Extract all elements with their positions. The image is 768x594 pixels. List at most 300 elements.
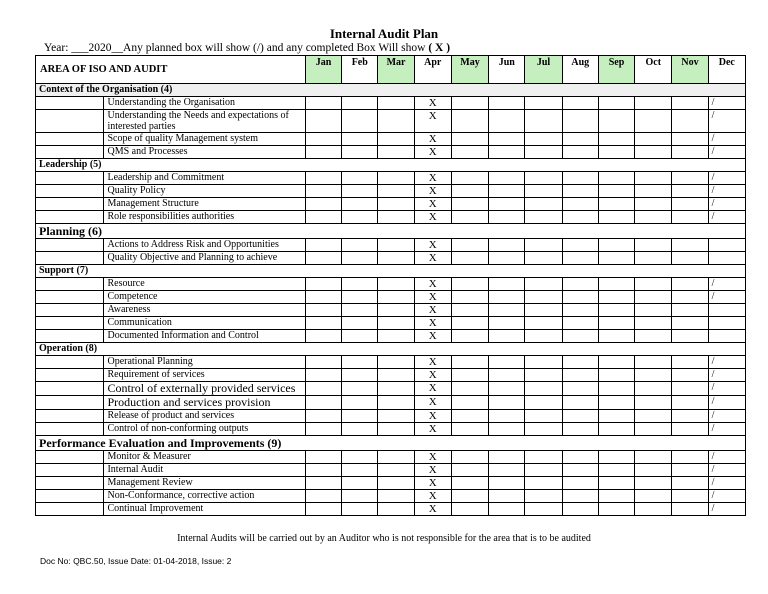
month-cell-mar [378,317,414,330]
month-cell-apr: X [414,185,451,198]
month-header-jun: Jun [489,56,525,84]
month-cell-oct [635,356,672,369]
month-cell-jan [305,503,341,516]
month-cell-jul [525,451,562,464]
month-cell-jul [525,317,562,330]
month-cell-nov [672,396,708,410]
month-cell-may [451,477,488,490]
month-cell-feb [342,239,378,252]
month-cell-dec: / [708,396,745,410]
month-cell-sep [598,464,634,477]
month-cell-sep [598,185,634,198]
indent-cell [36,146,104,159]
month-cell-may [451,356,488,369]
month-cell-may [451,382,488,396]
month-cell-oct [635,146,672,159]
month-cell-jul [525,330,562,343]
month-cell-sep [598,172,634,185]
month-cell-mar [378,356,414,369]
indent-cell [36,304,104,317]
audit-item-label: Understanding the Needs and expectations of interested parties [104,110,305,133]
month-header-oct: Oct [635,56,672,84]
month-cell-jan [305,185,341,198]
month-cell-nov [672,410,708,423]
month-cell-apr: X [414,423,451,436]
month-cell-aug [562,451,598,464]
month-cell-dec [708,330,745,343]
month-cell-jul [525,133,562,146]
month-cell-nov [672,356,708,369]
month-cell-apr: X [414,477,451,490]
month-cell-aug [562,211,598,224]
month-cell-dec: / [708,185,745,198]
area-column-header: AREA OF ISO AND AUDIT [36,56,306,84]
audit-item-label: Management Review [104,477,305,490]
month-cell-mar [378,278,414,291]
month-cell-feb [342,330,378,343]
audit-item-row [36,396,746,410]
month-cell-jul [525,110,562,133]
section-title: Operation (8) [36,343,746,356]
month-cell-oct [635,291,672,304]
audit-item-label: Operational Planning [104,356,305,369]
month-cell-dec: / [708,356,745,369]
month-cell-apr: X [414,133,451,146]
indent-cell [36,239,104,252]
month-cell-aug [562,291,598,304]
month-cell-oct [635,490,672,503]
indent-cell [36,198,104,211]
month-cell-sep [598,133,634,146]
section-row [36,84,746,97]
month-cell-aug [562,252,598,265]
month-cell-apr: X [414,464,451,477]
month-cell-feb [342,172,378,185]
month-cell-oct [635,185,672,198]
indent-cell [36,291,104,304]
month-cell-jul [525,185,562,198]
month-cell-aug [562,97,598,110]
month-cell-jul [525,396,562,410]
month-cell-apr: X [414,278,451,291]
indent-cell [36,252,104,265]
month-cell-jun [489,211,525,224]
audit-item-row [36,330,746,343]
section-row [36,265,746,278]
month-cell-sep [598,198,634,211]
audit-item-label: Control of non-conforming outputs [104,423,305,436]
month-cell-feb [342,382,378,396]
month-cell-jan [305,410,341,423]
month-cell-feb [342,97,378,110]
month-cell-jan [305,291,341,304]
audit-item-row [36,133,746,146]
audit-item-label: Control of externally provided services [104,382,305,396]
month-cell-sep [598,252,634,265]
audit-item-label: Non-Conformance, corrective action [104,490,305,503]
month-cell-sep [598,382,634,396]
month-header-sep: Sep [598,56,634,84]
month-cell-dec: / [708,278,745,291]
month-cell-nov [672,451,708,464]
month-cell-jun [489,396,525,410]
month-cell-jan [305,278,341,291]
month-cell-sep [598,146,634,159]
month-cell-jul [525,278,562,291]
month-cell-mar [378,451,414,464]
month-cell-mar [378,423,414,436]
month-cell-dec: / [708,146,745,159]
month-cell-oct [635,172,672,185]
month-cell-oct [635,330,672,343]
month-cell-aug [562,278,598,291]
month-cell-apr: X [414,396,451,410]
audit-item-row [36,490,746,503]
month-cell-sep [598,291,634,304]
section-title: Planning (6) [36,224,746,239]
indent-cell [36,97,104,110]
indent-cell [36,477,104,490]
month-cell-oct [635,396,672,410]
month-cell-apr: X [414,304,451,317]
month-cell-apr: X [414,198,451,211]
month-cell-nov [672,317,708,330]
month-cell-feb [342,464,378,477]
month-cell-nov [672,97,708,110]
month-cell-nov [672,503,708,516]
month-cell-may [451,304,488,317]
month-cell-jun [489,291,525,304]
month-cell-jan [305,110,341,133]
audit-item-label: Communication [104,317,305,330]
month-cell-dec: / [708,369,745,382]
month-cell-nov [672,477,708,490]
month-cell-mar [378,172,414,185]
month-cell-jun [489,410,525,423]
month-header-mar: Mar [378,56,414,84]
header-row [36,56,746,84]
month-cell-dec: / [708,503,745,516]
month-cell-apr: X [414,330,451,343]
indent-cell [36,185,104,198]
month-cell-oct [635,503,672,516]
month-header-apr: Apr [414,56,451,84]
month-cell-may [451,172,488,185]
month-cell-nov [672,239,708,252]
month-cell-oct [635,369,672,382]
month-cell-feb [342,198,378,211]
month-cell-apr: X [414,451,451,464]
month-cell-feb [342,133,378,146]
month-cell-aug [562,198,598,211]
month-cell-jan [305,356,341,369]
month-cell-jan [305,304,341,317]
audit-item-row [36,423,746,436]
month-cell-oct [635,317,672,330]
month-cell-jan [305,477,341,490]
month-cell-mar [378,198,414,211]
month-cell-oct [635,382,672,396]
indent-cell [36,317,104,330]
audit-plan-table [35,55,746,516]
month-cell-may [451,110,488,133]
month-cell-jan [305,97,341,110]
month-cell-apr: X [414,490,451,503]
month-cell-oct [635,133,672,146]
section-row [36,224,746,239]
month-cell-feb [342,317,378,330]
month-cell-may [451,239,488,252]
month-cell-mar [378,185,414,198]
month-cell-jul [525,239,562,252]
month-header-may: May [451,56,488,84]
month-cell-jan [305,133,341,146]
month-cell-jan [305,396,341,410]
footnote: Internal Audits will be carried out by an Auditor who is not responsible for the area that is to be audited [177,533,591,544]
audit-item-label: Management Structure [104,198,305,211]
month-cell-aug [562,477,598,490]
month-cell-jun [489,278,525,291]
month-cell-feb [342,490,378,503]
month-cell-dec: / [708,133,745,146]
section-title: Performance Evaluation and Improvements (9) [36,436,746,451]
audit-item-label: Scope of quality Management system [104,133,305,146]
month-cell-feb [342,369,378,382]
audit-item-label: Documented Information and Control [104,330,305,343]
month-cell-feb [342,252,378,265]
month-cell-sep [598,423,634,436]
month-cell-nov [672,278,708,291]
month-cell-nov [672,133,708,146]
month-cell-apr: X [414,211,451,224]
month-cell-oct [635,477,672,490]
month-cell-dec [708,252,745,265]
month-cell-may [451,503,488,516]
month-cell-jul [525,410,562,423]
month-header-jul: Jul [525,56,562,84]
month-cell-may [451,278,488,291]
audit-item-label: Requirement of services [104,369,305,382]
month-cell-jan [305,239,341,252]
month-cell-may [451,317,488,330]
month-cell-jan [305,172,341,185]
month-cell-jul [525,503,562,516]
month-cell-oct [635,451,672,464]
month-cell-nov [672,185,708,198]
audit-item-label: Understanding the Organisation [104,97,305,110]
month-cell-mar [378,330,414,343]
indent-cell [36,133,104,146]
month-cell-mar [378,211,414,224]
month-cell-feb [342,185,378,198]
month-cell-nov [672,211,708,224]
month-cell-nov [672,198,708,211]
section-row [36,343,746,356]
month-cell-nov [672,330,708,343]
indent-cell [36,172,104,185]
month-cell-jan [305,211,341,224]
month-cell-may [451,464,488,477]
month-cell-jul [525,369,562,382]
month-cell-dec [708,304,745,317]
month-cell-may [451,185,488,198]
month-cell-nov [672,252,708,265]
audit-item-label: Actions to Address Risk and Opportunities [104,239,305,252]
month-cell-mar [378,97,414,110]
month-cell-feb [342,356,378,369]
month-cell-sep [598,278,634,291]
month-cell-jan [305,382,341,396]
month-cell-jun [489,451,525,464]
month-cell-jun [489,317,525,330]
month-cell-mar [378,146,414,159]
audit-item-row [36,382,746,396]
month-cell-oct [635,252,672,265]
month-cell-dec: / [708,211,745,224]
month-cell-jul [525,146,562,159]
month-cell-apr: X [414,110,451,133]
month-cell-dec: / [708,410,745,423]
audit-item-row [36,239,746,252]
month-cell-feb [342,211,378,224]
month-cell-jul [525,304,562,317]
month-cell-nov [672,369,708,382]
month-cell-oct [635,423,672,436]
month-cell-jun [489,97,525,110]
month-header-aug: Aug [562,56,598,84]
month-cell-dec: / [708,477,745,490]
month-cell-aug [562,356,598,369]
month-cell-mar [378,410,414,423]
indent-cell [36,356,104,369]
audit-item-label: Release of product and services [104,410,305,423]
document-number: Doc No: QBC.50, Issue Date: 01-04-2018, Issue: 2 [40,556,232,566]
month-cell-sep [598,451,634,464]
month-cell-mar [378,133,414,146]
audit-item-label: Production and services provision [104,396,305,410]
month-cell-oct [635,464,672,477]
page-title: Internal Audit Plan [329,26,439,41]
month-cell-may [451,451,488,464]
month-cell-jan [305,330,341,343]
section-title: Support (7) [36,265,746,278]
month-cell-jul [525,252,562,265]
month-cell-oct [635,239,672,252]
month-cell-mar [378,369,414,382]
section-row [36,159,746,172]
audit-item-row [36,211,746,224]
month-cell-jul [525,97,562,110]
indent-cell [36,330,104,343]
month-cell-feb [342,503,378,516]
month-cell-sep [598,477,634,490]
month-cell-mar [378,503,414,516]
month-cell-dec: / [708,490,745,503]
month-cell-jul [525,198,562,211]
indent-cell [36,410,104,423]
month-cell-jul [525,382,562,396]
month-cell-dec: / [708,198,745,211]
month-cell-jan [305,198,341,211]
month-cell-nov [672,110,708,133]
audit-item-label: Quality Policy [104,185,305,198]
month-cell-oct [635,110,672,133]
audit-item-row [36,369,746,382]
indent-cell [36,423,104,436]
audit-item-label: Quality Objective and Planning to achieve [104,252,305,265]
month-cell-aug [562,464,598,477]
month-cell-jan [305,146,341,159]
month-header-nov: Nov [672,56,708,84]
month-cell-sep [598,503,634,516]
month-cell-jun [489,356,525,369]
month-cell-aug [562,172,598,185]
month-cell-jun [489,477,525,490]
month-header-jan: Jan [305,56,341,84]
indent-cell [36,278,104,291]
month-cell-sep [598,304,634,317]
month-cell-jun [489,503,525,516]
month-cell-may [451,211,488,224]
year-line-text: Year: ___2020__Any planned box will show (/) and any completed Box Will show [44,42,429,54]
month-cell-mar [378,252,414,265]
month-cell-jan [305,317,341,330]
month-cell-apr: X [414,172,451,185]
month-cell-feb [342,410,378,423]
month-cell-aug [562,396,598,410]
indent-cell [36,211,104,224]
month-cell-may [451,330,488,343]
audit-item-row [36,356,746,369]
month-cell-apr: X [414,369,451,382]
audit-item-row [36,503,746,516]
audit-item-label: Role responsibilities authorities [104,211,305,224]
audit-item-row [36,278,746,291]
indent-cell [36,503,104,516]
month-cell-jul [525,423,562,436]
month-cell-dec: / [708,172,745,185]
section-title: Leadership (5) [36,159,746,172]
audit-item-row [36,317,746,330]
month-cell-may [451,369,488,382]
month-cell-apr: X [414,252,451,265]
audit-item-label: Monitor & Measurer [104,451,305,464]
month-cell-jun [489,133,525,146]
month-cell-apr: X [414,356,451,369]
month-cell-aug [562,317,598,330]
indent-cell [36,451,104,464]
month-cell-nov [672,146,708,159]
month-cell-aug [562,304,598,317]
indent-cell [36,369,104,382]
month-cell-aug [562,382,598,396]
month-cell-nov [672,304,708,317]
month-cell-jun [489,423,525,436]
audit-item-row [36,185,746,198]
year-line-completed-mark: ( X ) [428,42,451,54]
year-line [44,42,450,55]
month-cell-dec: / [708,110,745,133]
month-cell-nov [672,464,708,477]
month-cell-may [451,146,488,159]
audit-item-label: Competence [104,291,305,304]
month-cell-sep [598,317,634,330]
audit-item-row [36,198,746,211]
month-cell-jul [525,464,562,477]
month-cell-feb [342,451,378,464]
month-cell-feb [342,304,378,317]
month-cell-mar [378,477,414,490]
